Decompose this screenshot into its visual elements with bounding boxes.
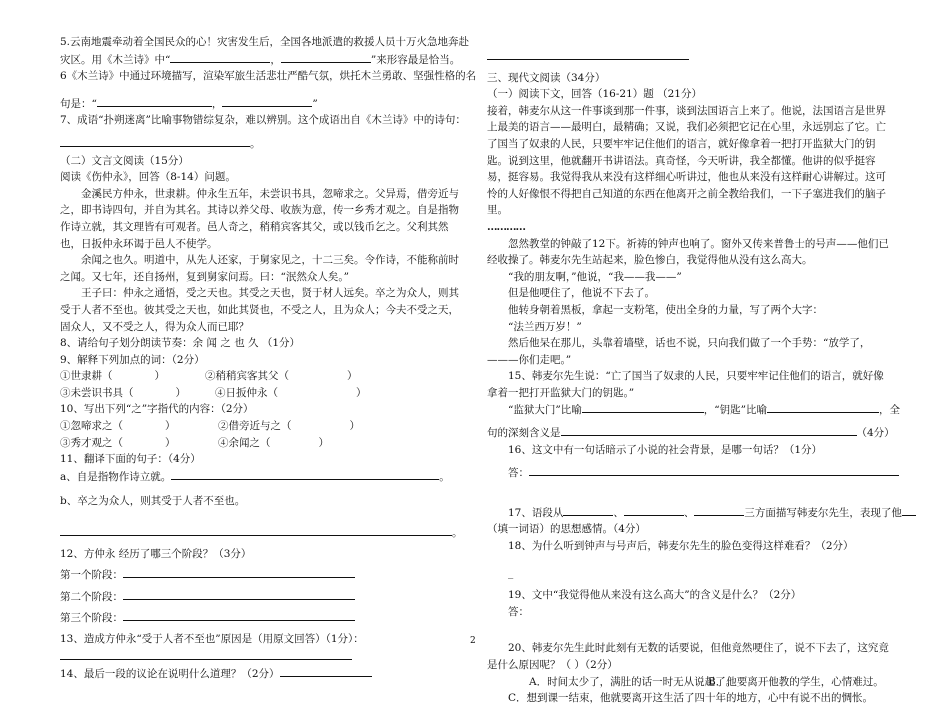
- stage-2-label: 第二个阶段：: [60, 590, 123, 603]
- question-10-row-2: [60, 435, 465, 452]
- stage-1-label: 第一个阶段：: [60, 569, 123, 582]
- q10-item-1-close: ）: [165, 420, 176, 433]
- question-5-tail: ”来形容最是恰当。: [370, 53, 461, 66]
- section-2-intro: 阅读《伤仲永》，回答（8-14）问题。: [60, 171, 236, 184]
- question-17: [487, 504, 902, 522]
- q15-tail: ，全: [879, 404, 900, 417]
- question-5-line-1: 5.云南地震牵动着全国民众的心！灾害发生后，全国各地派遣的救援人员十万火急地奔赴: [60, 36, 470, 48]
- answer-blank[interactable]: [171, 468, 439, 480]
- question-7-line-1: 7、成语“扑朔迷离”比喻事物错综复杂，难以辨别。这个成语出自《木兰诗》中的诗句：: [60, 114, 466, 127]
- question-13-answer: [60, 648, 465, 666]
- question-6-line-2: [60, 95, 465, 113]
- ellipsis-line: …………: [487, 220, 525, 233]
- q15-points: （4分）: [856, 427, 895, 440]
- question-9-row-1: [60, 368, 465, 385]
- q16-answer-label: 答：: [508, 467, 529, 480]
- q9-item-2: ②稍稍宾客其父（: [205, 370, 289, 383]
- q9-item-2-close: ）: [347, 370, 358, 383]
- answer-blank[interactable]: [60, 135, 250, 147]
- q9-item-4: ④日扳仲永（: [215, 386, 278, 399]
- passage-paragraph-2: 忽然教堂的钟敲了12下。祈祷的钟声也响了。窗外又传来普鲁士的号声——他们已经收操了。韩麦尔先生站起来，脸色惨白，我觉得他从没有这么高大。: [487, 237, 889, 267]
- answer-blank[interactable]: [123, 609, 355, 621]
- subsection-1-title: （一）阅读下文，回答（16-21）题 （21分）: [487, 88, 702, 101]
- q9-item-1: ①世隶耕（: [60, 370, 113, 383]
- question-15-blanks: [487, 401, 900, 419]
- question-10-row-1: [60, 418, 465, 435]
- question-12-stage-3: [60, 609, 465, 627]
- answer-blank[interactable]: [529, 464, 899, 476]
- answer-blank[interactable]: [767, 401, 879, 413]
- section-3-title: 三、现代文阅读（34分）: [487, 71, 606, 84]
- question-19-answer: 答：: [508, 605, 529, 618]
- q10-item-4: ④余闻之（: [218, 436, 271, 449]
- question-6-line-1: 6《木兰诗》中通过环境描写，渲染军旅生活悲壮严酷气氛，烘托木兰勇敢、坚强性格的名: [60, 70, 477, 83]
- q17-sep-1: 、: [613, 506, 624, 519]
- passage-paragraph-3: 王子曰：仲永之通悟，受之天也。其受之天也，贤于材人远矣。卒之为众人，则其受于人者不至也。彼其受之天也，如此其贤也，不受之人，且为众人；今夫不受之天，固众人，又不受之人，得为众人而已耶？: [60, 287, 459, 333]
- question-18: 18、为什么听到钟声与号声后，韩麦尔先生的脸色变得这样难看？（2分）: [508, 540, 854, 553]
- q11-a-end: 。: [439, 470, 450, 483]
- q17-sep-2: 、: [683, 506, 695, 519]
- answer-blank[interactable]: [170, 51, 270, 63]
- answer-blank[interactable]: [60, 524, 452, 536]
- question-11-b: b、卒之为众人，则其受于人者不至也。: [60, 495, 246, 508]
- question-7-tail: 。: [250, 137, 261, 150]
- question-17-cont: （填一词语）的思想感情。（4分）: [487, 523, 646, 536]
- question-9-row-2: [60, 385, 465, 402]
- question-11-a: [60, 468, 465, 486]
- q17-text: 17、语段从: [508, 506, 564, 519]
- q11-b-end: 。: [452, 527, 463, 540]
- question-5-comma: ，: [270, 53, 281, 66]
- option-b[interactable]: B．他要离开他教的学生，心情难过。: [708, 675, 884, 688]
- question-7-line-2: [60, 135, 465, 153]
- question-16-answer: [487, 464, 892, 482]
- answer-blank[interactable]: [694, 504, 744, 516]
- answer-blank[interactable]: [280, 665, 372, 677]
- q9-item-3-close: ）: [175, 386, 186, 399]
- question-8: 8、请给句子划分朗读节奏：余 闻 之 也 久 （1分）: [60, 337, 301, 350]
- q10-item-2-close: ）: [349, 420, 360, 433]
- answer-blank[interactable]: [582, 401, 704, 413]
- q15-key-label: ，“钥匙”比喻: [703, 404, 767, 417]
- question-6-text: 句是：“: [60, 97, 97, 110]
- q10-item-4-close: ）: [318, 436, 329, 449]
- passage-paragraph-7: 然后他呆在那儿，头靠着墙壁，话也不说，只向我们做了一个手势：“放学了，———你们走吧。”: [487, 337, 871, 366]
- question-20-option-c[interactable]: C．想到课一结束，他就要离开这生活了四十年的地方，心中有说不出的惆怅。: [508, 692, 874, 705]
- answer-blank[interactable]: [281, 51, 371, 63]
- passage-paragraph-4: 但是他哽住了，他说不下去了。: [508, 287, 655, 300]
- answer-blank[interactable]: [561, 429, 857, 436]
- q10-item-1: ①忽啼求之（: [60, 420, 123, 433]
- passage-paragraph-1: 接着，韩麦尔从这一件事谈到那一件事，谈到法国语言上来了。他说，法国语言是世界上最美的语言——最明白，最精确；又说，我们必须把它记在心里，永远别忘了它。亡了国当了奴隶的人民，只要牢牢记住他们的语言，就好像拿着一把打开监狱大门的钥匙。说到这里，他就翻开书讲语法。真奇怪，今天听讲，我全都懂。他讲的似乎挺容易，挺容易。我觉得我从来没有这样细心听讲过，他也从来没有这样耐心讲解过。这可怜的人好像恨不得把自己知道的东西在他离开之前全教给我们，一下子塞进我们的脑子里。: [487, 104, 886, 217]
- left-column: [60, 0, 477, 683]
- question-5-line-2: [60, 51, 465, 69]
- q10-item-3-close: ）: [165, 436, 176, 449]
- answer-blank[interactable]: [123, 588, 355, 600]
- q15-meaning-label: 句的深刻含义是: [487, 427, 561, 440]
- q15-prison-label: “监狱大门”比喻: [508, 404, 582, 417]
- question-14: [60, 665, 465, 683]
- question-16: 16、这文中有一句话暗示了小说的社会背景，是哪一句话？（1分）: [508, 443, 823, 456]
- question-12: 12、方仲永 经历了哪三个阶段？（3分）: [60, 547, 252, 560]
- section-2-title: （二）文言文阅读（15分）: [60, 154, 189, 167]
- question-10: 10、写出下列“之”字指代的内容：（2分）: [60, 403, 254, 416]
- question-9: 9、解释下列加点的词：（2分）: [60, 353, 205, 366]
- answer-blank[interactable]: [222, 95, 312, 107]
- question-13: 13、造成方仲永“受于人者不至也”原因是（用原文回答）（1分）：: [60, 633, 364, 645]
- q9-item-4-close: ）: [356, 386, 367, 399]
- page-number: 2: [470, 636, 476, 646]
- answer-blank[interactable]: [487, 48, 689, 60]
- right-column: [487, 0, 902, 707]
- q9-item-1-close: ）: [154, 370, 165, 383]
- passage-paragraph-2: 余闻之也久。明道中，从先人还家，于舅家见之，十二三矣。令作诗，不能称前时之闻。又七年，还自扬州，复到舅家问焉。曰：“泯然众人矣。”: [60, 254, 459, 283]
- question-11: 11、翻译下面的句子：（4分）: [60, 453, 201, 466]
- question-15-meaning: [487, 425, 895, 442]
- q10-item-3: ③秀才观之（: [60, 436, 123, 449]
- question-19: 19、文中“我觉得他从来没有这么高大”的含义是什么？（2分）: [508, 589, 802, 602]
- option-a[interactable]: A．时间太少了，满肚的话一时无从说起了。: [529, 675, 737, 688]
- question-20-options-ab: [487, 674, 892, 691]
- question-11-b-answer: [60, 524, 465, 542]
- q9-item-3: ③未尝识书具（: [60, 386, 134, 399]
- answer-blank[interactable]: [902, 504, 916, 516]
- top-answer-line: [487, 48, 892, 66]
- question-6-comma: ，: [211, 97, 223, 110]
- answer-blank[interactable]: [563, 504, 613, 516]
- question-12-stage-1: [60, 566, 465, 584]
- passage-paragraph-1: 金溪民方仲永，世隶耕。仲永生五年，未尝识书具，忽啼求之。父异焉，借旁近与之，即书诗四句，并自为其名。其诗以养父母、收族为意，传一乡秀才观之。自是指物作诗立就，其文理皆有可观者。邑人奇之，稍稍宾客其父，或以钱币乞之。父利其然也，日扳仲永环谒于邑人不使学。: [60, 187, 459, 250]
- passage-paragraph-5: 他转身朝着黑板，拿起一支粉笔，使出全身的力量，写了两个大字：: [508, 303, 823, 316]
- answer-blank[interactable]: [97, 95, 212, 107]
- q10-item-2: ②借旁近与之（: [218, 420, 292, 433]
- answer-blank[interactable]: [123, 566, 355, 578]
- question-12-stage-2: [60, 588, 465, 606]
- question-18-answer: _: [508, 566, 514, 579]
- q11-a-text: a、自是指物作诗立就。: [60, 470, 172, 483]
- answer-blank[interactable]: [624, 504, 684, 516]
- passage-paragraph-3: “我的朋友啊，”他说，“我——我——”: [508, 270, 682, 283]
- question-6-tail: ”: [312, 97, 318, 110]
- q17-text-2: 三方面描写韩麦尔先生，表现了他: [744, 506, 902, 519]
- stage-3-label: 第三个阶段：: [60, 612, 123, 625]
- question-5-text: 灾区。用《木兰诗》中“: [60, 53, 171, 66]
- question-15: 15、韩麦尔先生说：“亡了国当了奴隶的人民，只要牢牢记住他们的语言，就好像拿着一把打开监狱大门的钥匙。”: [487, 370, 884, 399]
- q14-text: 14、最后一段的议论在说明什么道理？（2分）: [60, 668, 280, 681]
- question-20: 20、韩麦尔先生此时此刻有无数的话要说，但他竟然哽住了，说不下去了，这究竟是什么原因呢？（ ）（2分）: [487, 642, 889, 671]
- passage-paragraph-6: “法兰西万岁！”: [508, 320, 582, 333]
